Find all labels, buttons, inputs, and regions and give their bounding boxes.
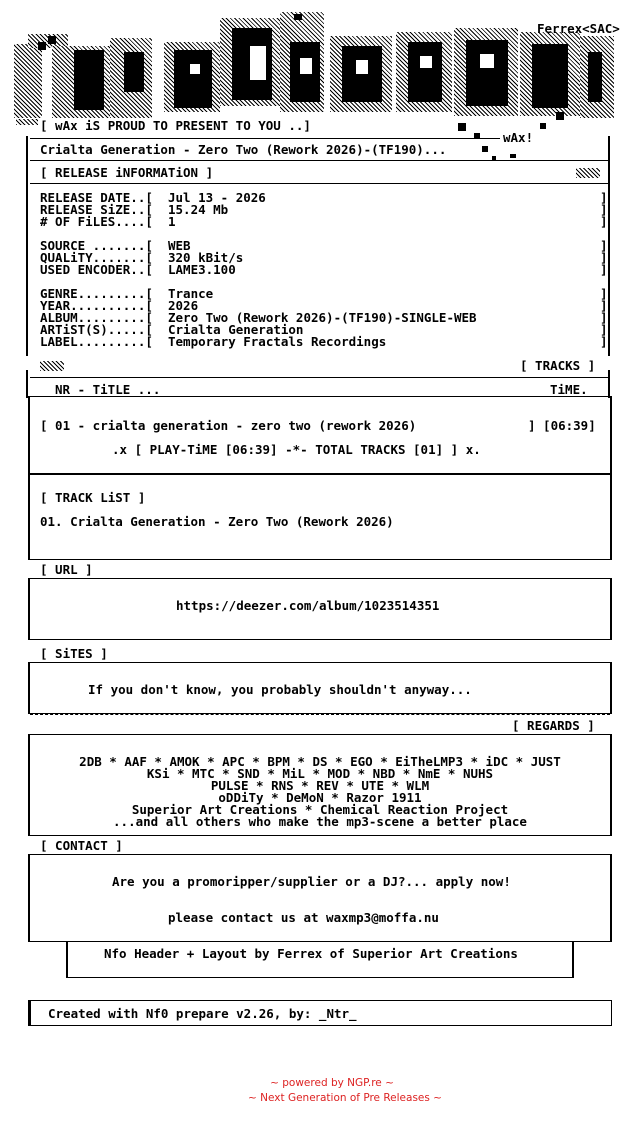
created-line: Created with Nf0 prepare v2.26, by: _Ntr_ xyxy=(48,1006,357,1021)
decor-block xyxy=(510,154,516,158)
contact-line-1: Are you a promoripper/supplier or a DJ?... apply now! xyxy=(112,874,511,889)
sites-heading: [ SiTES ] xyxy=(40,646,108,661)
info-label: ALBUM.........[ xyxy=(40,310,153,325)
info-value: Jul 13 - 2026 xyxy=(168,190,266,205)
info-value: 1 xyxy=(168,214,176,229)
info-bracket: ] xyxy=(600,202,608,217)
info-value: LAME3.100 xyxy=(168,262,236,277)
info-bracket: ] xyxy=(600,322,608,337)
ascii-logo xyxy=(14,12,614,112)
tracks-box xyxy=(28,396,612,474)
info-value: Trance xyxy=(168,286,214,301)
sites-text: If you don't know, you probably shouldn't anyway... xyxy=(88,682,472,697)
footer-powered[interactable]: ~ powered by NGP.re ~ xyxy=(270,1077,394,1089)
info-label: # OF FiLES....[ xyxy=(40,214,153,229)
url-link[interactable]: https://deezer.com/album/1023514351 xyxy=(176,598,440,613)
frame-left xyxy=(26,136,28,356)
info-bracket: ] xyxy=(600,334,608,349)
info-label: RELEASE SiZE..[ xyxy=(40,202,153,217)
info-bracket: ] xyxy=(600,310,608,325)
present-line: [ wAx iS PROUD TO PRESENT TO YOU ..] xyxy=(40,118,311,133)
contact-email[interactable]: please contact us at waxmp3@moffa.nu xyxy=(168,910,439,925)
release-info-heading: [ RELEASE iNFORMATiON ] xyxy=(40,165,214,180)
decor-block xyxy=(482,146,488,152)
info-label: ARTiST(S).....[ xyxy=(40,322,153,337)
regards-line: ...and all others who make the mp3-scene a better place xyxy=(113,814,527,829)
regards-line: 2DB * AAF * AMOK * APC * BPM * DS * EGO * EiTheLMP3 * iDC * JUST xyxy=(79,754,561,769)
info-value: Temporary Fractals Recordings xyxy=(168,334,387,349)
info-bracket: ] xyxy=(600,214,608,229)
footer-tagline: ~ Next Generation of Pre Releases ~ xyxy=(248,1092,442,1104)
info-value: Zero Two (Rework 2026)-(TF190)-SINGLE-WEB xyxy=(168,310,477,325)
info-label: QUALiTY.......[ xyxy=(40,250,153,265)
divider xyxy=(30,183,610,184)
frame-left xyxy=(26,370,28,398)
release-title: Crialta Generation - Zero Two (Rework 2026)-(TF190)... xyxy=(40,142,447,157)
regards-line: oDDiTy * DeMoN * Razor 1911 xyxy=(218,790,422,805)
decor-block xyxy=(556,112,564,120)
info-value: 320 kBit/s xyxy=(168,250,244,265)
contact-box xyxy=(28,854,612,942)
info-label: USED ENCODER..[ xyxy=(40,262,153,277)
frame-top xyxy=(30,138,500,139)
info-bracket: ] xyxy=(600,262,608,277)
regards-line: PULSE * RNS * REV * UTE * WLM xyxy=(210,778,430,793)
info-bracket: ] xyxy=(600,238,608,253)
tracklist-heading: [ TRACK LiST ] xyxy=(40,490,146,505)
tracklist-entry: 01. Crialta Generation - Zero Two (Rework 2026) xyxy=(40,514,394,529)
heading-decor xyxy=(40,361,64,371)
contact-heading: [ CONTACT ] xyxy=(40,838,123,853)
decor-block xyxy=(540,123,546,129)
decor-block xyxy=(458,123,466,131)
url-heading: [ URL ] xyxy=(40,562,93,577)
col-title: NR - TiTLE ... xyxy=(55,382,161,397)
track-summary: .x [ PLAY-TiME [06:39] -*- TOTAL TRACKS [01] ] x. xyxy=(112,442,481,457)
info-label: GENRE.........[ xyxy=(40,286,153,301)
info-value: WEB xyxy=(168,238,191,253)
info-value: Crialta Generation xyxy=(168,322,304,337)
regards-line: KSi * MTC * SND * MiL * MOD * NBD * NmE * NUHS xyxy=(146,766,494,781)
info-bracket: ] xyxy=(600,286,608,301)
frame-right xyxy=(608,136,610,356)
present-decor xyxy=(16,119,38,125)
tracks-heading: [ TRACKS ] xyxy=(520,358,596,373)
layout-credit: Nfo Header + Layout by Ferrex of Superior Art Creations xyxy=(104,946,518,961)
regards-line: Superior Art Creations * Chemical Reaction Project xyxy=(131,802,509,817)
track-line: [ 01 - crialta generation - zero two (rework 2026) xyxy=(40,418,417,433)
heading-decor xyxy=(576,168,600,178)
track-time: ] [06:39] xyxy=(528,418,596,433)
info-label: LABEL.........[ xyxy=(40,334,153,349)
regards-heading: [ REGARDS ] xyxy=(512,718,595,733)
info-label: RELEASE DATE..[ xyxy=(40,190,153,205)
info-bracket: ] xyxy=(600,190,608,205)
wax-tag: wAx! xyxy=(503,130,534,145)
info-label: SOURCE .......[ xyxy=(40,238,153,253)
divider xyxy=(30,160,610,161)
info-bracket: ] xyxy=(600,298,608,313)
info-value: 15.24 Mb xyxy=(168,202,229,217)
info-label: YEAR..........[ xyxy=(40,298,153,313)
info-bracket: ] xyxy=(600,250,608,265)
frame-right xyxy=(608,370,610,398)
col-time: TiME. xyxy=(550,382,588,397)
credit-box xyxy=(66,942,574,978)
author-tag: Ferrex<SAC> xyxy=(537,21,620,36)
info-value: 2026 xyxy=(168,298,199,313)
dash-divider xyxy=(30,714,610,715)
divider xyxy=(30,377,610,378)
